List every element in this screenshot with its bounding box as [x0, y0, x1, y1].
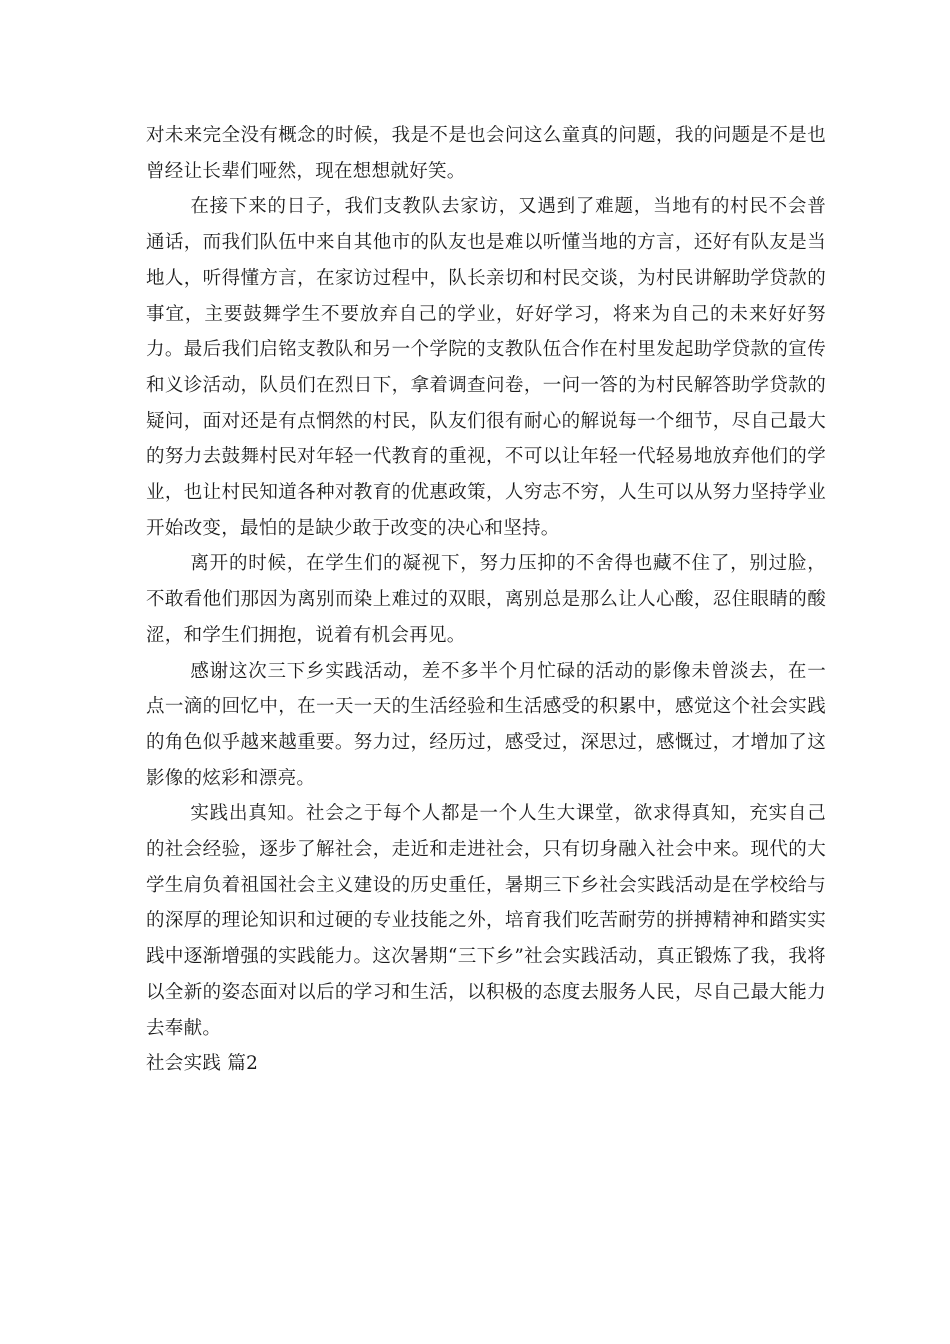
paragraph-3: 离开的时候，在学生们的凝视下，努力压抑的不舍得也藏不住了，别过脸，不敢看他们那因为离别而染上难过的双眼，离别总是那么让人心酸，忍住眼睛的酸涩，和学生们拥抱，说着有机会再见。: [146, 553, 826, 646]
paragraph-5: 实践出真知。社会之于每个人都是一个人生大课堂，欲求得真知，充实自己的社会经验，逐步了解社会，走近和走进社会，只有切身融入社会中来。现代的大学生肩负着祖国社会主义建设的历史重任，暑期三下乡社会实践活动是在学校给与的深厚的理论知识和过硬的专业技能之外，培育我们吃苦耐劳的拼搏精神和踏实实践中逐渐增强的实践能力。这次暑期“三下乡”社会实践活动，真正锻炼了我，我将以全新的姿态面对以后的学习和生活，以积极的态度去服务人民，尽自己最大能力去奉献。: [146, 803, 826, 1039]
paragraph-2: 在接下来的日子，我们支教队去家访，又遇到了难题，当地有的村民不会普通话，而我们队伍中来自其他市的队友也是难以听懂当地的方言，还好有队友是当地人，听得懂方言，在家访过程中，队长亲切和村民交谈，为村民讲解助学贷款的事宜，主要鼓舞学生不要放弃自己的学业，好好学习，将来为自己的未来好好努力。最后我们启铭支教队和另一个学院的支教队伍合作在村里发起助学贷款的宣传和义诊活动，队员们在烈日下，拿着调查问卷，一问一答的为村民解答助学贷款的疑问，面对还是有点惘然的村民，队友们很有耐心的解说每一个细节，尽自己最大的努力去鼓舞村民对年轻一代教育的重视，不可以让年轻一代轻易地放弃他们的学业，也让村民知道各种对教育的优惠政策，人穷志不穷，人生可以从努力坚持学业开始改变，最怕的是缺少敢于改变的决心和坚持。: [146, 196, 826, 539]
document-body: [146, 118, 826, 1082]
section-heading: 社会实践 篇2: [146, 1053, 259, 1075]
paragraph-4: 感谢这次三下乡实践活动，差不多半个月忙碌的活动的影像未曾淡去，在一点一滴的回忆中，在一天一天的生活经验和生活感受的积累中，感觉这个社会实践的角色似乎越来越重要。努力过，经历过，感受过，深思过，感慨过，才增加了这影像的炫彩和漂亮。: [146, 660, 826, 789]
paragraph-1: 对未来完全没有概念的时候，我是不是也会问这么童真的问题，我的问题是不是也曾经让长辈们哑然，现在想想就好笑。: [146, 125, 826, 182]
